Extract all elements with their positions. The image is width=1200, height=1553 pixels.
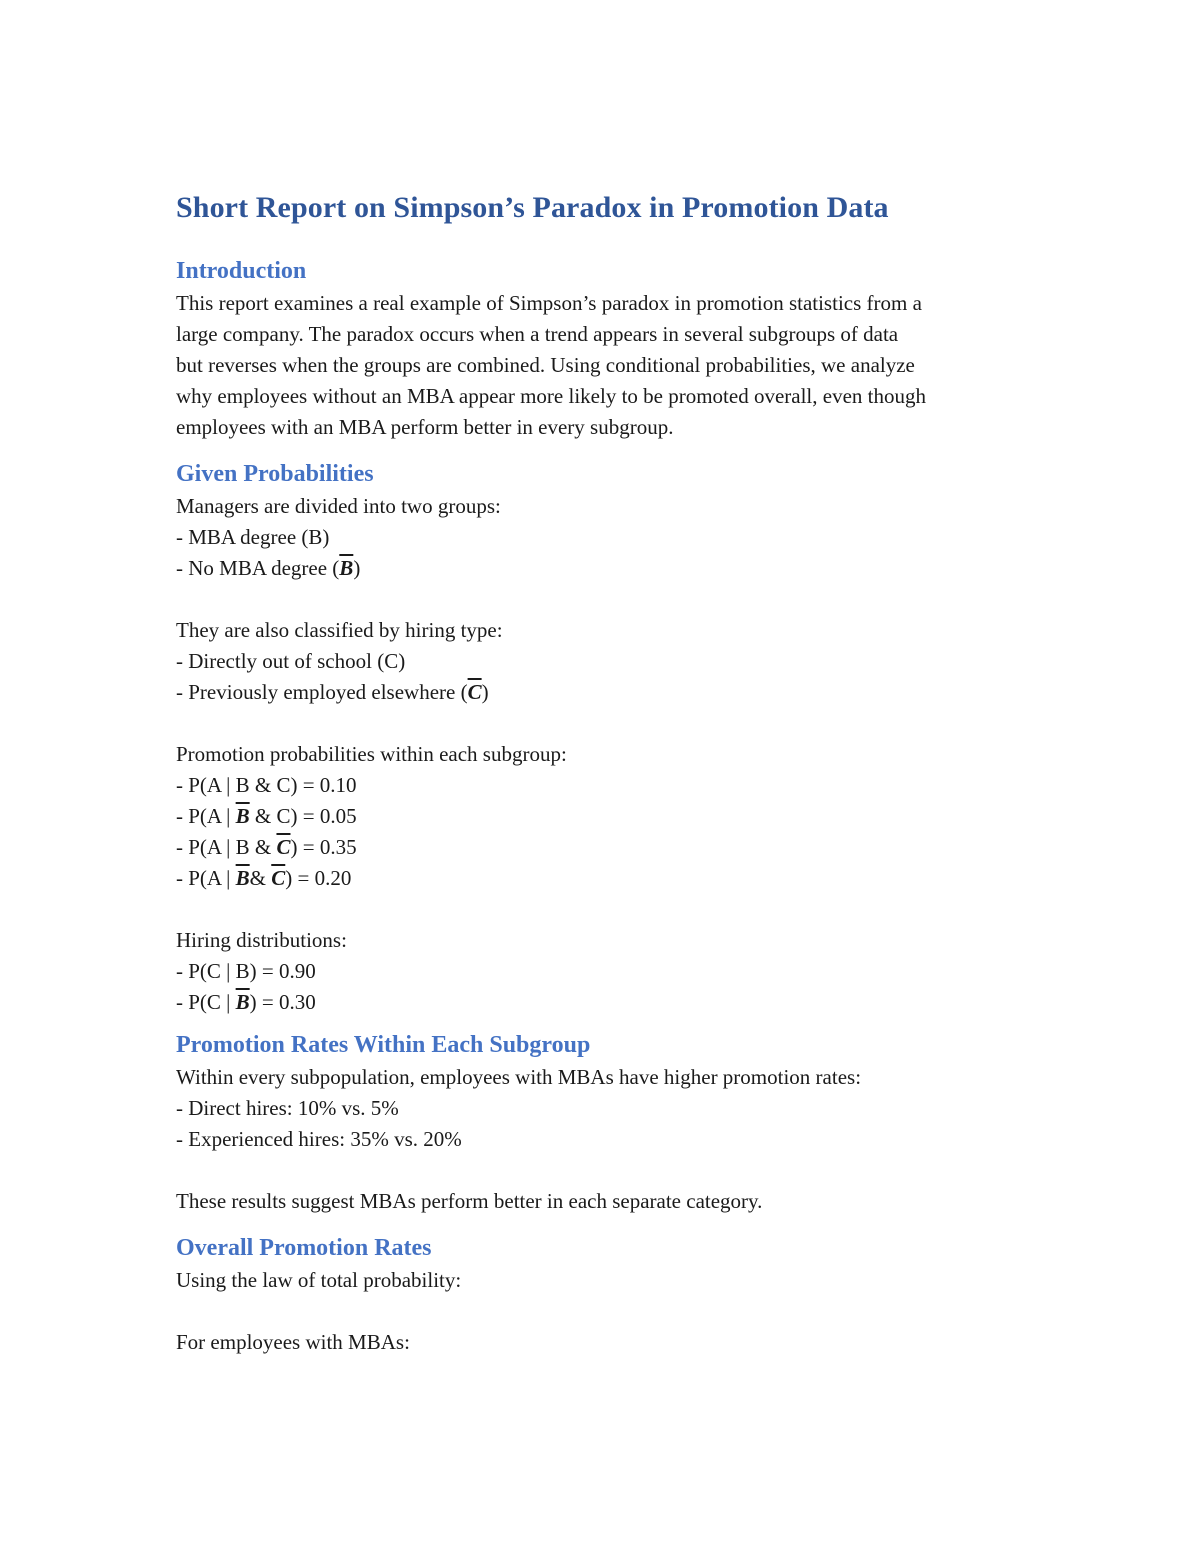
page-title: Short Report on Simpson’s Paradox in Promotion Data <box>176 191 889 224</box>
hiring-direct: - Directly out of school (C) <box>176 649 406 673</box>
intro-line: large company. The paradox occurs when a trend appears in several subgroups of data <box>176 322 899 346</box>
section-heading-given-probabilities: Given Probabilities <box>176 461 374 487</box>
group-mba: - MBA degree (B) <box>176 525 330 549</box>
section-heading-introduction: Introduction <box>176 258 307 284</box>
prob-line: - P(A | $\overline{B}\&$ $\overline{C}) = 0.20$ <box>176 866 352 890</box>
prob-line: - P(A | $\overline{B}$ & C) = 0.05 <box>176 804 357 828</box>
rates-direct: - Direct hires: 10% vs. 5% <box>176 1096 399 1120</box>
b-bar-symbol: $\overline{B}$ <box>235 866 250 890</box>
b-bar-symbol: $\overline{B}$ <box>235 990 250 1014</box>
document-body <box>176 186 1056 1358</box>
promotion-intro: Promotion probabilities within each subgroup: <box>176 742 567 766</box>
c-bar-symbol: $\overline{C}$ <box>276 835 291 859</box>
b-bar-symbol: $\overline{B}$ <box>235 804 250 828</box>
intro-line: why employees without an MBA appear more likely to be promoted overall, even though <box>176 384 926 408</box>
intro-line: employees with an MBA perform better in every subgroup. <box>176 415 674 439</box>
prob-line: - P(A | B & $\overline{C}) = 0.35$ <box>176 835 357 859</box>
distribution-intro: Hiring distributions: <box>176 928 347 952</box>
b-bar-symbol: $\overline{B}$ <box>339 556 354 580</box>
c-bar-symbol: $\overline{C}$ <box>271 866 286 890</box>
dist-line: - P(C | $\overline{B}) = 0.30$ <box>176 990 316 1014</box>
hiring-previous: - Previously employed elsewhere $(\overline{C})$ <box>176 680 489 704</box>
rates-experienced: - Experienced hires: 35% vs. 20% <box>176 1127 462 1151</box>
c-bar-symbol: $\overline{C}$ <box>467 680 482 704</box>
group-no-mba: - No MBA degree $(\overline{B})$ <box>176 556 361 580</box>
section-heading-overall-promotion-rates: Overall Promotion Rates <box>176 1235 432 1261</box>
section-heading-promotion-rates-subgroup: Promotion Rates Within Each Subgroup <box>176 1032 591 1058</box>
intro-line: but reverses when the groups are combined. Using conditional probabilities, we analyze <box>176 353 915 377</box>
rates-conclusion: These results suggest MBAs perform better in each separate category. <box>176 1189 763 1213</box>
overall-intro: Using the law of total probability: <box>176 1268 462 1292</box>
groups-intro: Managers are divided into two groups: <box>176 494 501 518</box>
prob-line: - P(A | B & C) = 0.10 <box>176 773 357 797</box>
overall-mba: For employees with MBAs: <box>176 1330 410 1354</box>
rates-intro: Within every subpopulation, employees with MBAs have higher promotion rates: <box>176 1065 862 1089</box>
intro-line: This report examines a real example of Simpson’s paradox in promotion statistics from a <box>176 291 922 315</box>
dist-line: - P(C | B) = 0.90 <box>176 959 316 983</box>
hiring-intro: They are also classified by hiring type: <box>176 618 503 642</box>
